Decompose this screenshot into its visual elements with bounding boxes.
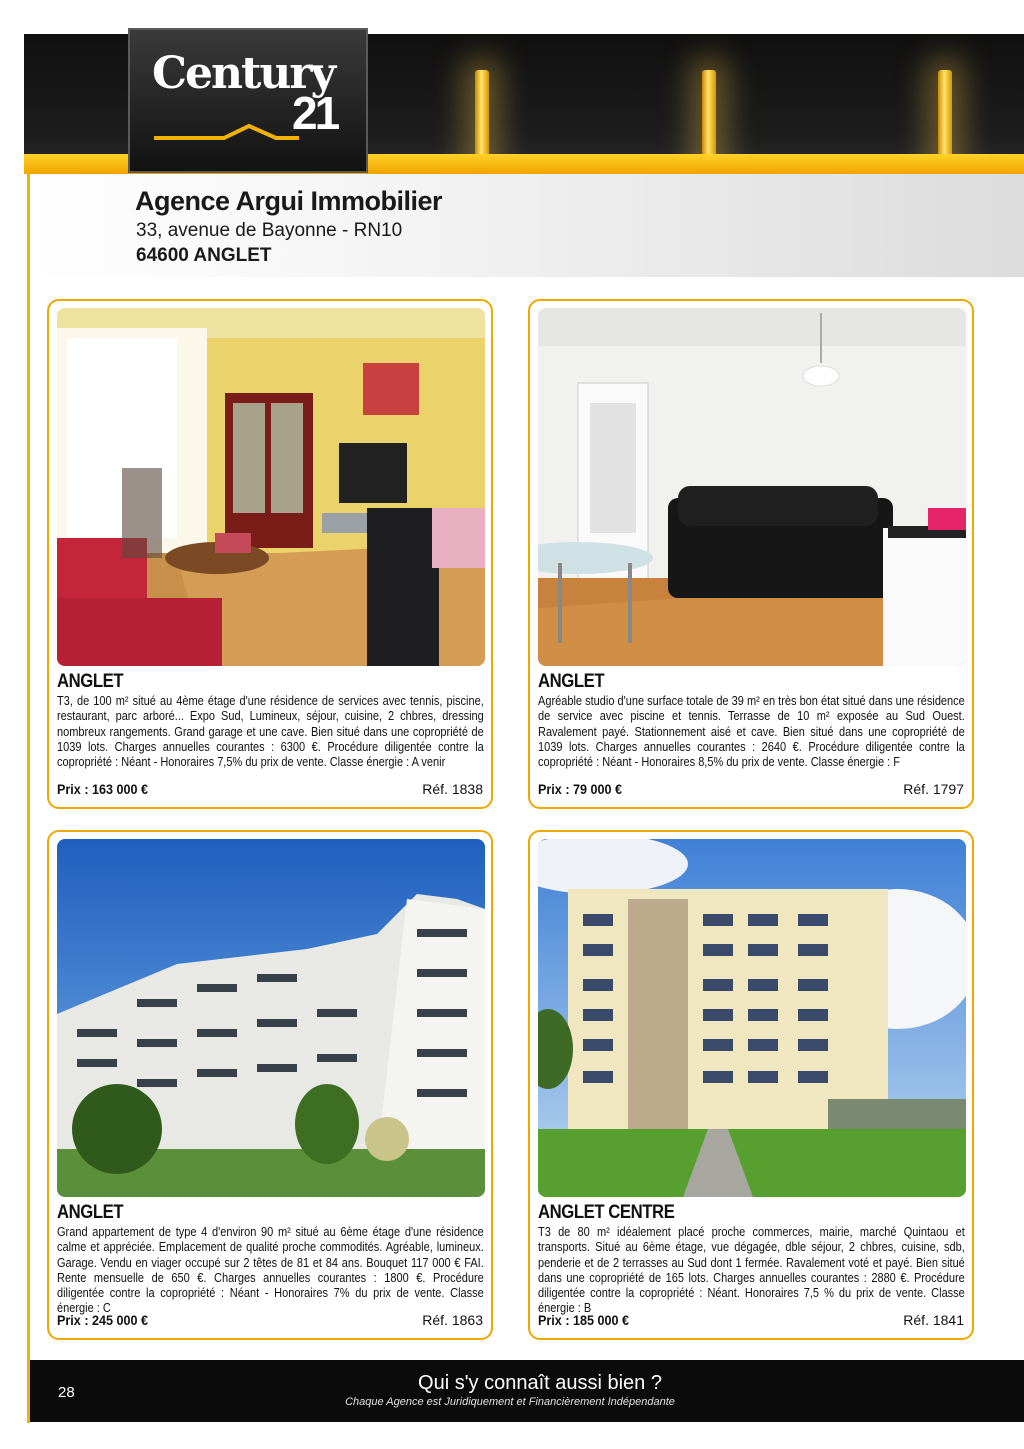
- listing-reference: Réf. 1841: [903, 1312, 964, 1328]
- listing-card[interactable]: [47, 299, 493, 809]
- listing-reference: Réf. 1838: [422, 781, 483, 797]
- listing-price: Prix : 163 000 €: [57, 781, 149, 797]
- agency-address: 33, avenue de Bayonne - RN10: [136, 220, 403, 241]
- listing-price: Prix : 79 000 €: [538, 781, 623, 797]
- agency-name: Agence Argui Immobilier: [135, 186, 443, 216]
- listing-description: T3, de 100 m² situé au 4ème étage d'une résidence de services avec tennis, piscine, restaurant, parc arboré... Expo Sud, Lumineux, séjour, cuisine, 2 chbres, dressing nombreux rangements. Grand garage et une cave. Bien situé dans une copropriété de 1039 lots. Charges annuelles courantes : 6300 €. Procédure diligentée contre la copropriété : Néant - Honoraires 7,5% du prix de vente. Classe énergie : A venir: [57, 694, 484, 770]
- listing-reference: Réf. 1797: [903, 781, 964, 797]
- listing-card[interactable]: [528, 830, 974, 1340]
- listing-photo-studio: [538, 308, 966, 666]
- listing-card[interactable]: [528, 299, 974, 809]
- listing-city: ANGLET CENTRE: [538, 1202, 675, 1223]
- listing-description: Agréable studio d'une surface totale de 39 m² en très bon état situé dans une résidence de service avec piscine et tennis. Terrasse de 10 m² exposée au Sud Ouest. Ravalement payé. Stationnement aisé et cave. Bien situé dans une copropriété de 1039 lots. Charges annuelles courantes : 2640 €. Procédure diligentée contre la copropriété : Néant - Honoraires 8,5% du prix de vente. Classe énergie : F: [538, 694, 965, 770]
- agency-postal: 64600 ANGLET: [136, 245, 272, 266]
- listing-city: ANGLET: [57, 1202, 124, 1223]
- listing-photo-living-room: [57, 308, 485, 666]
- listing-photo-building: [538, 839, 966, 1197]
- listing-card[interactable]: [47, 830, 493, 1340]
- footer-slogan: Qui s'y connaît aussi bien ?: [418, 1372, 662, 1394]
- footer-disclaimer: Chaque Agence est Juridiquement et Financièrement Indépendante: [345, 1396, 675, 1408]
- listing-city: ANGLET: [57, 671, 124, 692]
- listing-description: Grand appartement de type 4 d'environ 90 m² situé au 6ème étage d'une résidence calme et appréciée. Emplacement de qualité proche commodités. Agréable, lumineux. Garage. Vendu en viager occupé sur 2 têtes de 81 et 84 ans. Bouquet 117 000 € FAI. Rente mensuelle de 650 €. Charges annuelles courantes : 1800 €. Procédure diligentée contre la copropriété : Néant - Honoraires 7% du prix de vente. Classe énergie : C: [57, 1225, 484, 1316]
- logo-word: Century: [152, 48, 335, 99]
- listing-reference: Réf. 1863: [422, 1312, 483, 1328]
- century21-logo: [128, 28, 368, 173]
- logo-number: 21: [292, 87, 338, 139]
- house-roof-icon: [154, 122, 304, 142]
- page-number: 28: [58, 1384, 75, 1401]
- listing-city: ANGLET: [538, 671, 605, 692]
- listing-price: Prix : 245 000 €: [57, 1312, 149, 1328]
- listing-price: Prix : 185 000 €: [538, 1312, 630, 1328]
- listing-description: T3 de 80 m² idéalement placé proche commerces, mairie, marché Quintaou et transports. Situé au 6ème étage, vue dégagée, dble séjour, 2 chbres, cuisine, sdb, penderie et de 2 terrasses au Sud dont 1 fermée. Ravalement voté et payé. Bien situé dans une copropriété de 165 lots. Charges annuelles courantes : 2880 €. Procédure diligentée contre la copropriété : Néant. Honoraires 7,5 % du prix de vente. Classe énergie : B: [538, 1225, 965, 1316]
- listing-photo-residence: [57, 839, 485, 1197]
